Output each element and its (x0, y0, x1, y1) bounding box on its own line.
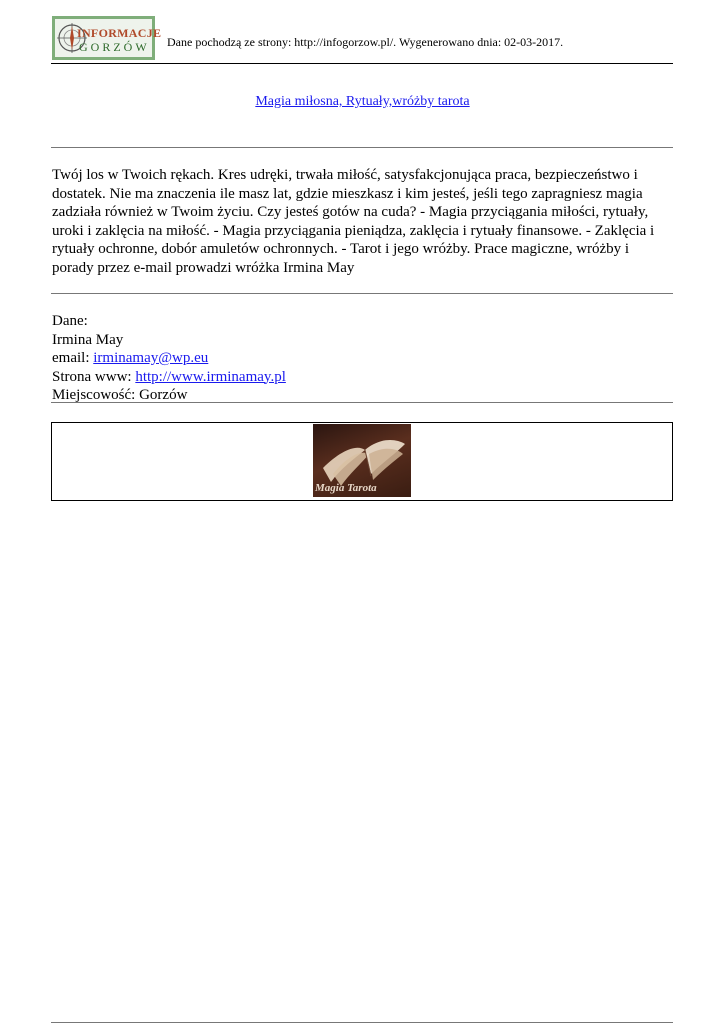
source-line: Dane pochodzą ze strony: http://infogorzow.pl/. Wygenerowano dnia: 02-03-2017. (167, 35, 564, 49)
footer-divider (51, 1022, 673, 1023)
city-label: Miejscowość: (52, 387, 140, 403)
listing-description: Twój los w Twoich rękach. Kres udręki, trwała miłość, satysfakcjonująca praca, bezpieczeństwo i dostatek. Nie ma znaczenia ile masz lat, gdzie mieszkasz i kim jesteś, jeśli tego zapragniesz magia zadziała również w Twoim życiu. Czy jesteś gotów na cuda? - Magia przyciągania miłości, rytuały, uroki i zaklęcia na miłość. - Magia przyciągania pieniądza, zaklęcia i rytuały finansowe. - Zaklęcia i rytuały ochronne, dobór amuletów ochronnych. - Tarot i jego wróżby. Prace magiczne, wróżby i porady przez e-mail prowadzi wróżka Irmina May (52, 167, 655, 276)
infogorzow-logo (52, 16, 162, 60)
description-divider (51, 293, 673, 294)
email-link[interactable]: irminamay@wp.eu (93, 350, 209, 366)
logo-text-bottom: GORZÓW (79, 40, 150, 54)
magia-tarota-image (313, 424, 411, 497)
image-caption: Magia Tarota (315, 482, 377, 494)
image-frame (51, 422, 673, 501)
listing-title-link[interactable]: Magia miłosna, Rytuały,wróżby tarota (255, 94, 470, 109)
email-row (52, 349, 286, 368)
contact-details (52, 312, 286, 405)
details-divider (51, 402, 673, 403)
details-heading: Dane: (52, 313, 88, 329)
website-label: Strona www: (52, 368, 136, 385)
header-divider (51, 63, 673, 64)
website-row (52, 368, 286, 387)
title-divider (51, 147, 673, 148)
website-link[interactable]: http://www.irminamay.pl (135, 368, 286, 385)
email-label: email: (52, 350, 94, 366)
city-value: Gorzów (139, 387, 188, 403)
contact-name: Irmina May (52, 331, 124, 348)
logo-text-top: INFORMACJE (77, 26, 162, 40)
